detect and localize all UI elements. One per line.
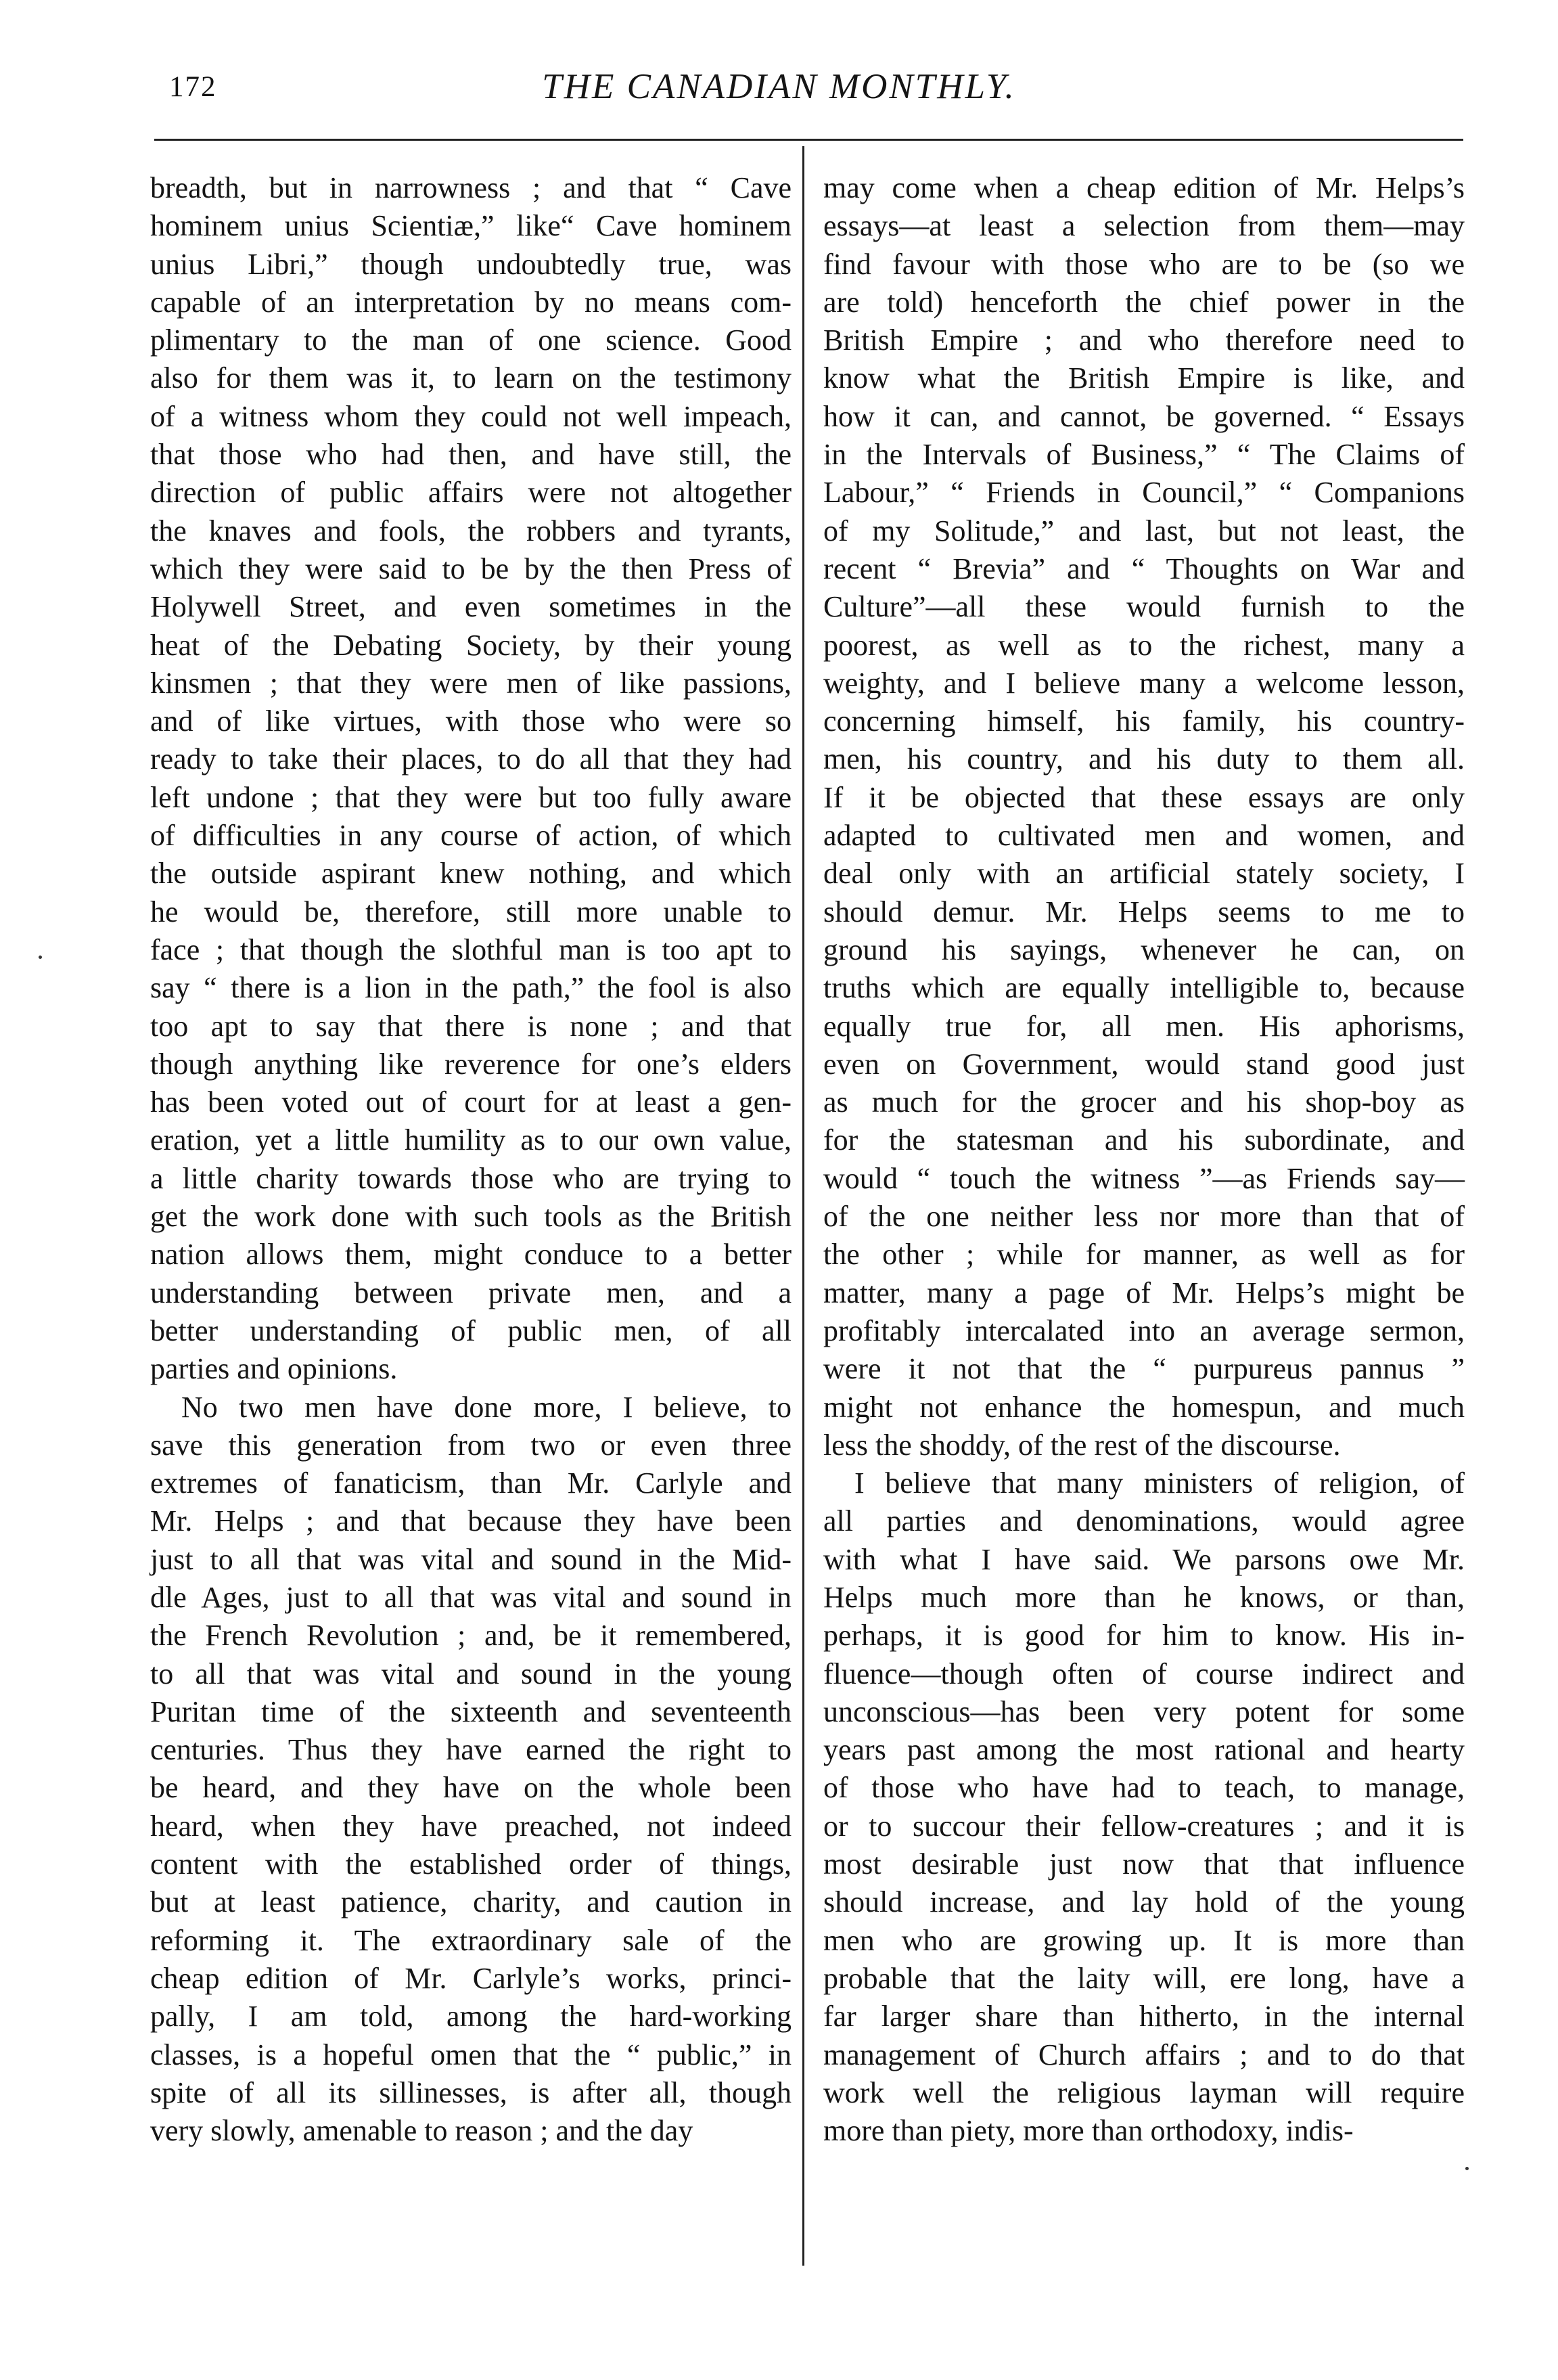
- text-line: might not enhance the homespun, and much: [823, 1390, 1465, 1424]
- text-line: ready to take their places, to do all that they had: [150, 742, 792, 776]
- text-line: that those who had then, and have still, the: [150, 438, 792, 472]
- text-line: of the one neither less nor more than that of: [823, 1200, 1465, 1234]
- text-line: though anything like reverence for one’s elders: [150, 1047, 792, 1081]
- text-line: has been voted out of court for at least a gen-: [150, 1085, 792, 1119]
- text-line: the other ; while for manner, as well as for: [823, 1238, 1465, 1272]
- text-line: be heard, and they have on the whole been: [150, 1771, 792, 1805]
- text-line: unconscious—has been very potent for some: [823, 1694, 1465, 1728]
- text-line: weighty, and I believe many a welcome lesson,: [823, 666, 1465, 700]
- text-line: Helps much more than he knows, or than,: [823, 1580, 1465, 1614]
- text-line: men, his country, and his duty to them all.: [823, 742, 1465, 776]
- text-line: may come when a cheap edition of Mr. Helps’s: [823, 171, 1465, 204]
- text-line: as much for the grocer and his shop-boy as: [823, 1085, 1465, 1119]
- text-line: British Empire ; and who therefore need to: [823, 323, 1465, 357]
- text-line: far larger share than hitherto, in the internal: [823, 2000, 1465, 2034]
- text-line: face ; that though the slothful man is too apt to: [150, 933, 792, 966]
- text-line: a little charity towards those who are trying to: [150, 1161, 792, 1195]
- text-line: too apt to say that there is none ; and that: [150, 1009, 792, 1043]
- page-number: 172: [169, 71, 217, 103]
- text-line: but at least patience, charity, and caution in: [150, 1885, 792, 1919]
- text-line: of difficulties in any course of action, of which: [150, 819, 792, 853]
- text-line: would “ touch the witness ”—as Friends say—: [823, 1161, 1465, 1195]
- text-line: eration, yet a little humility as to our own value,: [150, 1123, 792, 1157]
- text-line: kinsmen ; that they were men of like passions,: [150, 666, 792, 700]
- text-line: plimentary to the man of one science. Good: [150, 323, 792, 357]
- text-line: men who are growing up. It is more than: [823, 1923, 1465, 1957]
- left-column: [150, 169, 792, 2150]
- text-line: Puritan time of the sixteenth and seventeenth: [150, 1694, 792, 1728]
- text-line: the French Revolution ; and, be it remembered,: [150, 1619, 792, 1653]
- text-line: in the Intervals of Business,” “ The Claims of: [823, 438, 1465, 472]
- text-line: for the statesman and his subordinate, and: [823, 1123, 1465, 1157]
- text-line: very slowly, amenable to reason ; and the day: [150, 2114, 693, 2148]
- text-line: poorest, as well as to the richest, many a: [823, 628, 1465, 662]
- text-line: I believe that many ministers of religion, of: [854, 1466, 1465, 1500]
- text-line: unius Libri,” though undoubtedly true, was: [150, 247, 792, 281]
- text-line: with what I have said. We parsons owe Mr.: [823, 1542, 1465, 1576]
- text-line: centuries. Thus they have earned the right to: [150, 1733, 792, 1767]
- text-line: recent “ Brevia” and “ Thoughts on War and: [823, 552, 1465, 585]
- scan-speck: [1465, 2167, 1469, 2170]
- text-line: parties and opinions.: [150, 1352, 398, 1386]
- text-line: just to all that was vital and sound in the Mid-: [150, 1542, 792, 1576]
- text-line: dle Ages, just to all that was vital and sound in: [150, 1580, 792, 1614]
- text-line: heat of the Debating Society, by their young: [150, 628, 792, 662]
- text-line: ground his sayings, whenever he can, on: [823, 933, 1465, 966]
- text-line: truths which are equally intelligible to, because: [823, 971, 1465, 1005]
- text-line: less the shoddy, of the rest of the discourse.: [823, 1428, 1341, 1462]
- text-line: If it be objected that these essays are only: [823, 780, 1465, 814]
- text-line: were it not that the “ purpureus pannus ”: [823, 1352, 1465, 1386]
- header-rule: [154, 139, 1463, 141]
- text-line: extremes of fanaticism, than Mr. Carlyle and: [150, 1466, 792, 1500]
- text-line: capable of an interpretation by no means com-: [150, 285, 792, 319]
- text-line: work well the religious layman will require: [823, 2075, 1465, 2109]
- text-line: Labour,” “ Friends in Council,” “ Companions: [823, 476, 1465, 510]
- text-line: profitably intercalated into an average sermon,: [823, 1314, 1465, 1347]
- text-line: content with the established order of things,: [150, 1847, 792, 1881]
- text-line: and of like virtues, with those who were so: [150, 704, 792, 738]
- text-line: classes, is a hopeful omen that the “ public,” in: [150, 2038, 792, 2071]
- text-line: how it can, and cannot, be governed. “ Essays: [823, 399, 1465, 433]
- text-line: to all that was vital and sound in the young: [150, 1657, 792, 1690]
- text-line: fluence—though often of course indirect and: [823, 1657, 1465, 1690]
- text-line: equally true for, all men. His aphorisms,: [823, 1009, 1465, 1043]
- text-line: pally, I am told, among the hard-working: [150, 2000, 792, 2034]
- text-line: years past among the most rational and hearty: [823, 1733, 1465, 1767]
- text-line: better understanding of public men, of all: [150, 1314, 792, 1347]
- text-line: Mr. Helps ; and that because they have been: [150, 1504, 792, 1538]
- text-line: save this generation from two or even three: [150, 1428, 792, 1462]
- text-line: all parties and denominations, would agree: [823, 1504, 1465, 1538]
- text-line: get the work done with such tools as the British: [150, 1200, 792, 1234]
- right-column: [823, 169, 1465, 2150]
- text-line: essays—at least a selection from them—may: [823, 209, 1465, 243]
- column-divider: [802, 146, 804, 2266]
- text-line: Culture”—all these would furnish to the: [823, 590, 1465, 624]
- scan-speck: [39, 956, 42, 959]
- text-line: of those who have had to teach, to manage,: [823, 1771, 1465, 1805]
- text-line: even on Government, would stand good just: [823, 1047, 1465, 1081]
- running-title: THE CANADIAN MONTHLY.: [542, 67, 1016, 106]
- text-line: should demur. Mr. Helps seems to me to: [823, 895, 1465, 928]
- text-line: spite of all its sillinesses, is after all, though: [150, 2075, 792, 2109]
- text-line: perhaps, it is good for him to know. His in-: [823, 1619, 1465, 1653]
- text-line: should increase, and lay hold of the young: [823, 1885, 1465, 1919]
- text-line: the outside aspirant knew nothing, and which: [150, 857, 792, 891]
- text-line: concerning himself, his family, his country-: [823, 704, 1465, 738]
- text-line: cheap edition of Mr. Carlyle’s works, princi-: [150, 1961, 792, 1995]
- text-line: he would be, therefore, still more unable to: [150, 895, 792, 928]
- text-line: left undone ; that they were but too fully aware: [150, 780, 792, 814]
- text-line: also for them was it, to learn on the testimony: [150, 361, 792, 395]
- text-line: Holywell Street, and even sometimes in the: [150, 590, 792, 624]
- text-line: breadth, but in narrowness ; and that “ Cave: [150, 171, 792, 204]
- text-line: which they were said to be by the then Press of: [150, 552, 792, 585]
- text-line: probable that the laity will, ere long, have a: [823, 1961, 1465, 1995]
- text-line: know what the British Empire is like, and: [823, 361, 1465, 395]
- text-line: direction of public affairs were not altogether: [150, 476, 792, 510]
- text-line: of a witness whom they could not well impeach,: [150, 399, 792, 433]
- text-line: or to succour their fellow-creatures ; and it is: [823, 1809, 1465, 1843]
- text-line: most desirable just now that that influence: [823, 1847, 1465, 1881]
- text-line: say “ there is a lion in the path,” the fool is also: [150, 971, 792, 1005]
- text-line: No two men have done more, I believe, to: [181, 1390, 792, 1424]
- text-line: nation allows them, might conduce to a better: [150, 1238, 792, 1272]
- text-line: more than piety, more than orthodoxy, indis-: [823, 2114, 1354, 2148]
- text-line: heard, when they have preached, not indeed: [150, 1809, 792, 1843]
- text-line: the knaves and fools, the robbers and tyrants,: [150, 514, 792, 547]
- text-line: management of Church affairs ; and to do that: [823, 2038, 1465, 2071]
- text-line: understanding between private men, and a: [150, 1276, 792, 1309]
- text-line: matter, many a page of Mr. Helps’s might be: [823, 1276, 1465, 1309]
- text-line: are told) henceforth the chief power in the: [823, 285, 1465, 319]
- text-line: reforming it. The extraordinary sale of the: [150, 1923, 792, 1957]
- text-line: of my Solitude,” and last, but not least, the: [823, 514, 1465, 547]
- text-line: hominem unius Scientiæ,” like“ Cave hominem: [150, 209, 792, 243]
- text-line: deal only with an artificial stately society, I: [823, 857, 1465, 891]
- text-line: adapted to cultivated men and women, and: [823, 819, 1465, 853]
- text-line: find favour with those who are to be (so we: [823, 247, 1465, 281]
